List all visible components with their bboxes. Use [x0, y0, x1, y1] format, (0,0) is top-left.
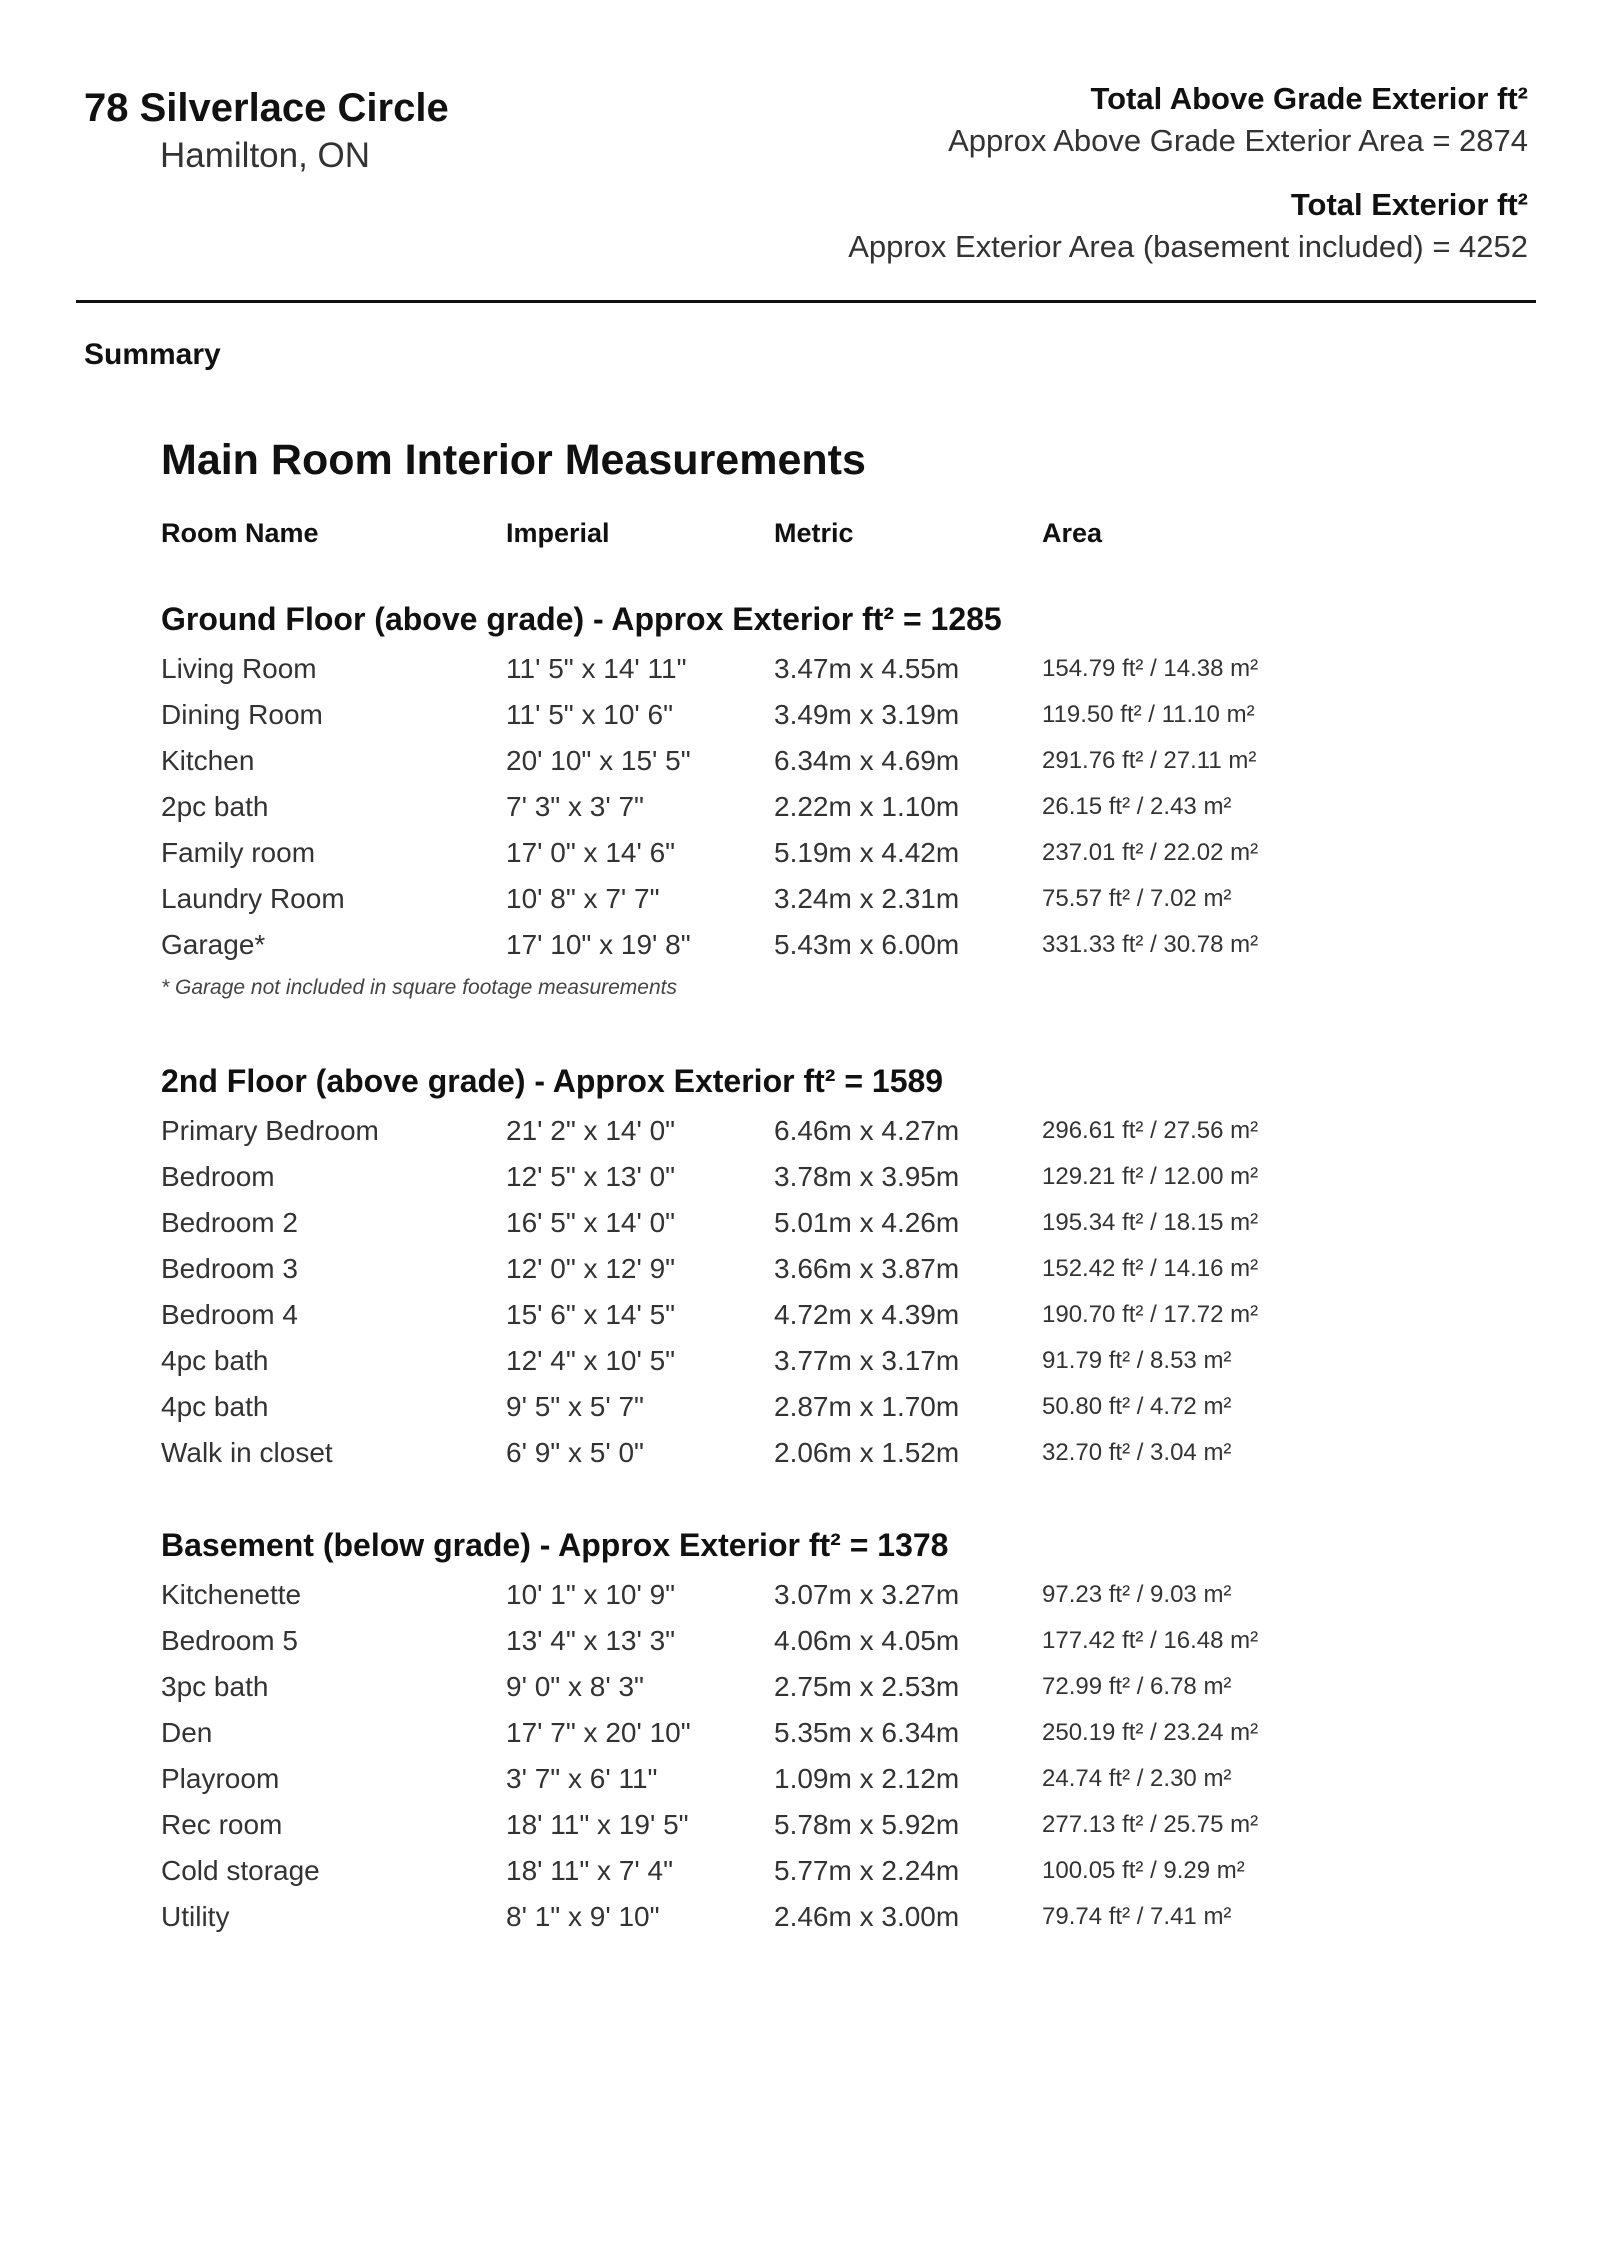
table-row [161, 1756, 1441, 1802]
room-area: 79.74 ft² / 7.41 m² [1042, 1903, 1232, 1930]
table-row [161, 1710, 1441, 1756]
room-metric: 2.06m x 1.52m [774, 1437, 960, 1468]
table-row [161, 1802, 1441, 1848]
property-street: 78 Silverlace Circle [84, 86, 449, 130]
room-area: 26.15 ft² / 2.43 m² [1042, 793, 1232, 820]
table-row [161, 1154, 1441, 1200]
room-imperial: 7' 3" x 3' 7" [506, 791, 644, 822]
room-metric: 3.24m x 2.31m [774, 883, 960, 914]
room-imperial: 11' 5" x 10' 6" [506, 699, 674, 730]
column-header-imperial: Imperial [506, 518, 610, 548]
room-area: 250.19 ft² / 23.24 m² [1042, 1719, 1259, 1746]
room-imperial: 11' 5" x 14' 11" [506, 653, 687, 684]
room-metric: 6.46m x 4.27m [774, 1115, 960, 1146]
floor-second [161, 1058, 1441, 1476]
floor-title: Ground Floor (above grade) - Approx Exterior ft² = 1285 [161, 601, 1002, 637]
room-name: Living Room [161, 653, 317, 684]
room-imperial: 10' 1" x 10' 9" [506, 1579, 676, 1610]
summary-heading: Summary [84, 338, 221, 371]
room-area: 119.50 ft² / 11.10 m² [1042, 701, 1255, 728]
room-metric: 3.47m x 4.55m [774, 653, 960, 684]
room-imperial: 17' 10" x 19' 8" [506, 929, 691, 960]
room-name: Utility [161, 1901, 230, 1932]
room-area: 291.76 ft² / 27.11 m² [1042, 747, 1257, 774]
table-row [161, 1848, 1441, 1894]
room-metric: 5.43m x 6.00m [774, 929, 960, 960]
room-imperial: 15' 6" x 14' 5" [506, 1299, 676, 1330]
room-imperial: 18' 11" x 7' 4" [506, 1855, 674, 1886]
room-area: 129.21 ft² / 12.00 m² [1042, 1163, 1259, 1190]
section-title: Main Room Interior Measurements [161, 436, 866, 484]
column-headers [161, 518, 1441, 558]
page-header [76, 0, 1536, 303]
total-exterior-value: Approx Exterior Area (basement included) = 4252 [848, 229, 1528, 264]
room-area: 195.34 ft² / 18.15 m² [1042, 1209, 1259, 1236]
table-row [161, 1200, 1441, 1246]
room-name: Dining Room [161, 699, 323, 730]
room-area: 100.05 ft² / 9.29 m² [1042, 1857, 1245, 1884]
table-row [161, 1108, 1441, 1154]
room-metric: 5.35m x 6.34m [774, 1717, 960, 1748]
floor-title: 2nd Floor (above grade) - Approx Exterior ft² = 1589 [161, 1063, 944, 1099]
table-row [161, 1894, 1441, 1940]
garage-footnote: * Garage not included in square footage measurements [161, 976, 677, 999]
table-row [161, 692, 1441, 738]
column-header-metric: Metric [774, 518, 854, 548]
room-area: 190.70 ft² / 17.72 m² [1042, 1301, 1259, 1328]
room-name: Kitchenette [161, 1579, 302, 1610]
room-name: 4pc bath [161, 1391, 269, 1422]
room-name: Bedroom 3 [161, 1253, 298, 1284]
room-area: 24.74 ft² / 2.30 m² [1042, 1765, 1232, 1792]
room-list [161, 1572, 1441, 1940]
table-row [161, 1384, 1441, 1430]
room-name: Playroom [161, 1763, 280, 1794]
room-list [161, 646, 1441, 968]
room-area: 75.57 ft² / 7.02 m² [1042, 885, 1232, 912]
room-metric: 3.49m x 3.19m [774, 699, 960, 730]
total-above-grade-label: Total Above Grade Exterior ft² [1090, 81, 1528, 116]
room-metric: 4.06m x 4.05m [774, 1625, 960, 1656]
property-city: Hamilton, ON [160, 136, 371, 175]
room-imperial: 6' 9" x 5' 0" [506, 1437, 644, 1468]
table-row [161, 1292, 1441, 1338]
room-area: 237.01 ft² / 22.02 m² [1042, 839, 1259, 866]
room-metric: 3.07m x 3.27m [774, 1579, 960, 1610]
table-row [161, 738, 1441, 784]
column-header-room: Room Name [161, 518, 319, 548]
room-imperial: 17' 7" x 20' 10" [506, 1717, 691, 1748]
room-area: 32.70 ft² / 3.04 m² [1042, 1439, 1232, 1466]
room-metric: 4.72m x 4.39m [774, 1299, 960, 1330]
room-metric: 2.22m x 1.10m [774, 791, 960, 822]
room-metric: 2.87m x 1.70m [774, 1391, 960, 1422]
area-totals [848, 78, 1528, 268]
room-name: Rec room [161, 1809, 283, 1840]
room-imperial: 10' 8" x 7' 7" [506, 883, 660, 914]
room-imperial: 12' 4" x 10' 5" [506, 1345, 676, 1376]
table-row [161, 784, 1441, 830]
room-metric: 5.77m x 2.24m [774, 1855, 960, 1886]
room-name: Bedroom 4 [161, 1299, 298, 1330]
total-exterior-label: Total Exterior ft² [1290, 187, 1528, 222]
table-row [161, 646, 1441, 692]
measurements-section [161, 430, 1441, 1940]
floor-title: Basement (below grade) - Approx Exterior ft² = 1378 [161, 1527, 949, 1563]
room-name: Primary Bedroom [161, 1115, 379, 1146]
table-row [161, 1618, 1441, 1664]
room-imperial: 18' 11" x 19' 5" [506, 1809, 689, 1840]
table-row [161, 922, 1441, 968]
table-row [161, 1572, 1441, 1618]
room-name: Den [161, 1717, 213, 1748]
room-metric: 3.77m x 3.17m [774, 1345, 960, 1376]
room-metric: 2.46m x 3.00m [774, 1901, 960, 1932]
room-name: Kitchen [161, 745, 255, 776]
room-area: 177.42 ft² / 16.48 m² [1042, 1627, 1259, 1654]
floor-ground [161, 596, 1441, 1008]
room-imperial: 13' 4" x 13' 3" [506, 1625, 676, 1656]
room-imperial: 16' 5" x 14' 0" [506, 1207, 676, 1238]
room-list [161, 1108, 1441, 1476]
room-area: 154.79 ft² / 14.38 m² [1042, 655, 1259, 682]
room-name: Bedroom 2 [161, 1207, 298, 1238]
room-area: 72.99 ft² / 6.78 m² [1042, 1673, 1232, 1700]
room-name: 3pc bath [161, 1671, 269, 1702]
room-metric: 6.34m x 4.69m [774, 745, 960, 776]
room-name: 2pc bath [161, 791, 269, 822]
table-row [161, 1338, 1441, 1384]
table-row [161, 876, 1441, 922]
column-header-area: Area [1042, 518, 1103, 548]
room-imperial: 9' 0" x 8' 3" [506, 1671, 644, 1702]
room-metric: 3.66m x 3.87m [774, 1253, 960, 1284]
room-name: Bedroom [161, 1161, 275, 1192]
total-above-grade-value: Approx Above Grade Exterior Area = 2874 [948, 123, 1528, 158]
room-imperial: 3' 7" x 6' 11" [506, 1763, 658, 1794]
room-imperial: 9' 5" x 5' 7" [506, 1391, 644, 1422]
room-metric: 5.01m x 4.26m [774, 1207, 960, 1238]
room-name: Family room [161, 837, 316, 868]
room-name: Laundry Room [161, 883, 345, 914]
room-name: 4pc bath [161, 1345, 269, 1376]
table-row [161, 830, 1441, 876]
room-name: Cold storage [161, 1855, 320, 1886]
room-metric: 2.75m x 2.53m [774, 1671, 960, 1702]
room-area: 97.23 ft² / 9.03 m² [1042, 1581, 1232, 1608]
room-metric: 3.78m x 3.95m [774, 1161, 960, 1192]
room-imperial: 17' 0" x 14' 6" [506, 837, 676, 868]
room-imperial: 21' 2" x 14' 0" [506, 1115, 676, 1146]
room-imperial: 12' 5" x 13' 0" [506, 1161, 676, 1192]
room-metric: 5.78m x 5.92m [774, 1809, 960, 1840]
table-row [161, 1430, 1441, 1476]
floor-basement [161, 1522, 1441, 1940]
room-name: Garage* [161, 929, 266, 960]
table-row [161, 1246, 1441, 1292]
table-row [161, 1664, 1441, 1710]
room-imperial: 8' 1" x 9' 10" [506, 1901, 660, 1932]
room-metric: 1.09m x 2.12m [774, 1763, 960, 1794]
room-area: 331.33 ft² / 30.78 m² [1042, 931, 1259, 958]
room-area: 296.61 ft² / 27.56 m² [1042, 1117, 1259, 1144]
room-area: 152.42 ft² / 14.16 m² [1042, 1255, 1259, 1282]
room-metric: 5.19m x 4.42m [774, 837, 960, 868]
room-name: Bedroom 5 [161, 1625, 298, 1656]
room-imperial: 20' 10" x 15' 5" [506, 745, 691, 776]
room-name: Walk in closet [161, 1437, 333, 1468]
room-area: 277.13 ft² / 25.75 m² [1042, 1811, 1259, 1838]
room-imperial: 12' 0" x 12' 9" [506, 1253, 676, 1284]
room-area: 91.79 ft² / 8.53 m² [1042, 1347, 1232, 1374]
room-area: 50.80 ft² / 4.72 m² [1042, 1393, 1232, 1420]
